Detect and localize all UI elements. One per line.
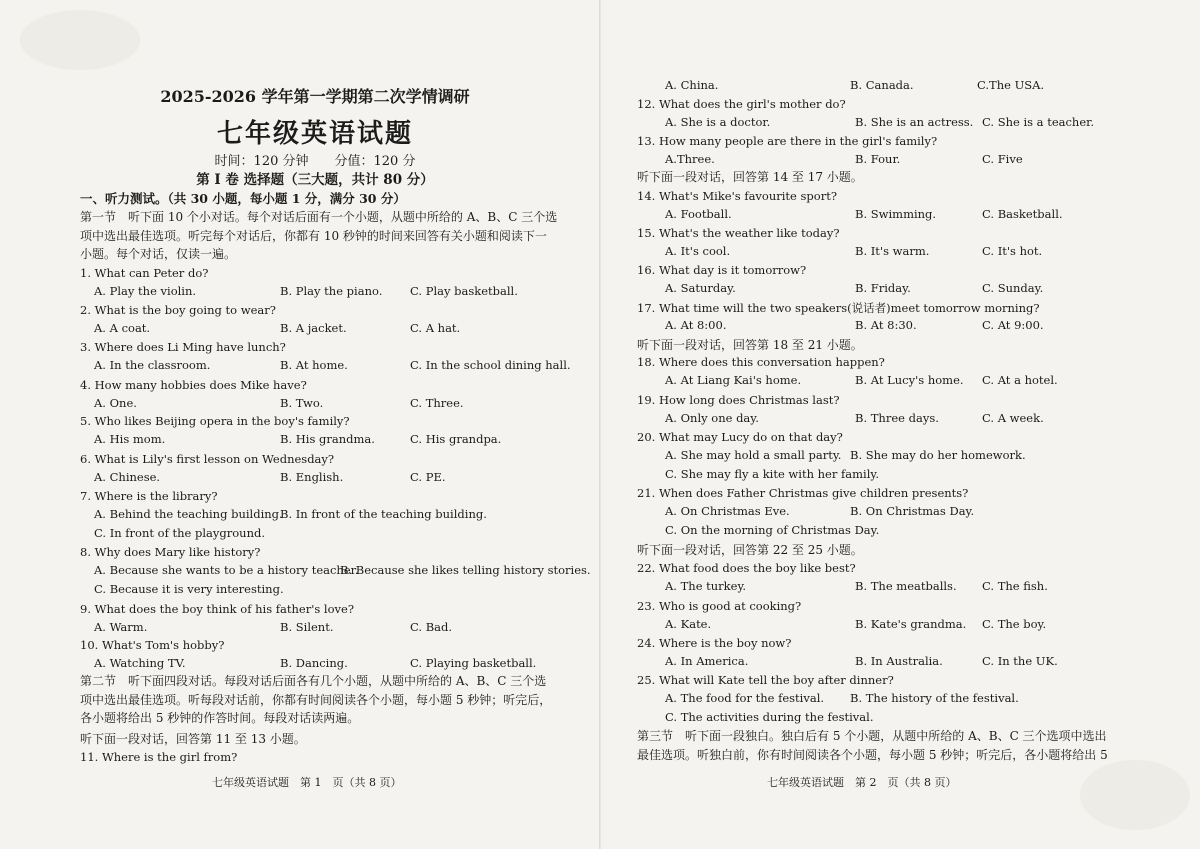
question-text: 21. When does Father Christmas give children presents? [637,486,969,500]
option-a[interactable]: A. Chinese. [94,470,161,484]
question-text: 2. What is the boy going to wear? [80,303,276,317]
option-a[interactable]: A. Only one day. [665,411,759,425]
option-c[interactable]: C. Sunday. [982,281,1044,295]
question-text: 12. What does the girl's mother do? [637,97,846,111]
option-c[interactable]: C. At a hotel. [982,373,1058,387]
option-a[interactable]: A. Saturday. [665,281,736,295]
section3-instructions [637,727,1107,764]
option-b[interactable]: B. The history of the festival. [850,691,1019,705]
option-b[interactable]: B. On Christmas Day. [850,504,975,518]
option-a[interactable]: A. It's cool. [665,244,731,258]
exam-page-2 [637,0,1122,849]
question-text: 19. How long does Christmas last? [637,393,840,407]
question-text: 20. What may Lucy do on that day? [637,430,843,444]
option-c[interactable]: C. A week. [982,411,1044,425]
option-a[interactable]: A. One. [94,396,137,410]
instruction-line: 第二节 听下面四段对话。每段对话后面各有几个小题，从题中所给的 A、B、C 三个选 [80,674,547,688]
option-b[interactable]: B. Friday. [855,281,911,295]
question-text: 5. Who likes Beijing opera in the boy's family? [80,414,350,428]
dialogue-intro: 听下面一段对话，回答第 22 至 25 小题。 [637,543,863,557]
option-b[interactable]: B. Play the piano. [280,284,383,298]
instruction-line: 各小题将给出 5 秒钟的作答时间。每段对话读两遍。 [80,711,360,726]
question-text: 10. What's Tom's hobby? [80,638,225,652]
exam-session-title: 2025-2026 学年第一学期第二次学情调研 [160,87,470,106]
question-text: 23. Who is good at cooking? [637,599,802,613]
question-text: 15. What's the weather like today? [637,226,840,240]
option-b[interactable]: B. English. [280,470,344,484]
option-c[interactable]: C. In the UK. [982,654,1058,668]
instruction-line: 项中选出最佳选项。听每段对话前，你都有时间阅读各个小题，每小题 5 秒钟；听完后， [80,692,552,707]
question-text: 8. Why does Mary like history? [80,545,261,559]
exam-score: 分值：120 分 [334,154,416,169]
option-a[interactable]: A. In the classroom. [94,358,211,372]
option-b[interactable]: B. Dancing. [280,656,348,670]
exam-subject-title: 七年级英语试题 [216,119,413,149]
option-c[interactable]: C. A hat. [410,321,461,335]
option-a[interactable]: A. The turkey. [665,579,747,593]
option-b[interactable]: B. In front of the teaching building. [280,507,487,521]
instruction-line: 第一节 听下面 10 个小对话。每个对话后面有一个小题，从题中所给的 A、B、C 三个选 [80,210,558,224]
option-c[interactable]: C. Play basketball. [410,284,518,298]
option-a[interactable]: A. Kate. [665,617,712,631]
option-a[interactable]: A. On Christmas Eve. [665,504,790,518]
option-c[interactable]: C. The boy. [982,617,1047,631]
option-a[interactable]: A. Because she wants to be a history teacher. [94,563,359,577]
option-c[interactable]: C. She may fly a kite with her family. [665,467,879,481]
option-b[interactable]: B. It's warm. [855,244,930,258]
option-c[interactable]: C. Bad. [410,620,453,634]
option-c[interactable]: C. PE. [410,470,446,484]
dialogue-intro: 听下面一段对话，回答第 14 至 17 小题。 [637,170,863,184]
option-c[interactable]: C. The fish. [982,579,1048,593]
section-title: 一、听力测试。（共 30 小题，每小题 1 分，满分 30 分） [80,191,406,206]
instruction-line: 项中选出最佳选项。听完每个对话后，你都有 10 秒钟的时间来回答有关小题和阅读下一 [80,228,547,243]
question-text: 14. What's Mike's favourite sport? [637,189,837,203]
option-c[interactable]: C. In front of the playground. [94,526,265,540]
part-title: 第 I 卷 选择题（三大题，共计 80 分） [196,172,434,188]
option-a[interactable]: A. Play the violin. [94,284,197,298]
question-text: 16. What day is it tomorrow? [637,263,807,277]
question-text: 25. What will Kate tell the boy after dinner? [637,673,894,687]
option-c[interactable]: C. It's hot. [982,244,1043,258]
question-text: 3. Where does Li Ming have lunch? [80,340,286,354]
dialogue-intro: 听下面一段对话，回答第 18 至 21 小题。 [637,338,863,352]
option-b[interactable]: B. At Lucy's home. [855,373,964,387]
dialogue-intro: 听下面一段对话，回答第 11 至 13 小题。 [80,732,306,746]
option-b[interactable]: B. She is an actress. [855,115,974,129]
option-b[interactable]: B. A jacket. [280,321,347,335]
question-text: 4. How many hobbies does Mike have? [80,378,307,392]
option-b[interactable]: B. Silent. [280,620,334,634]
option-c[interactable]: C. At 9:00. [982,318,1044,332]
option-a[interactable]: A.Three. [665,152,715,166]
exam-time: 时间：120 分钟 [214,154,309,169]
option-c: C.The USA. [977,78,1045,92]
page-fold-divider [599,0,601,849]
option-a[interactable]: A. Football. [665,207,732,221]
option-b[interactable]: B. At 8:30. [855,318,917,332]
section2-instructions [80,672,550,728]
option-a: A. China. [665,78,719,92]
instruction-line: 第三节 听下面一段独白。独白后有 5 个小题，从题中所给的 A、B、C 三个选项中选出 [637,729,1107,743]
exam-page-1 [80,0,591,849]
option-c[interactable]: C. Playing basketball. [410,656,537,670]
option-b[interactable]: B. His grandma. [280,432,375,446]
option-c[interactable]: C. In the school dining hall. [410,358,571,372]
option-c[interactable]: C. The activities during the festival. [665,710,874,724]
option-b[interactable]: B. Kate's grandma. [855,617,967,631]
instruction-line: 最佳选项。听独白前，你有时间阅读各个小题，每小题 5 秒钟；听完后，各小题将给出 5 [637,747,1108,762]
option-a[interactable]: A. She is a doctor. [665,115,771,129]
question-text: 1. What can Peter do? [80,266,209,280]
question-text: 6. What is Lily's first lesson on Wednesday? [80,452,335,466]
option-b[interactable]: B. Four. [855,152,901,166]
option-c[interactable]: C. Because it is very interesting. [94,582,284,596]
option-b[interactable]: B. Swimming. [855,207,937,221]
option-b[interactable]: B. At home. [280,358,348,372]
option-c[interactable]: C. On the morning of Christmas Day. [665,523,880,537]
option-c[interactable]: C. She is a teacher. [982,115,1095,129]
option-a[interactable]: A. His mom. [94,432,166,446]
page-footer: 七年级英语试题 第 2 页（共 8 页） [767,776,957,789]
option-b[interactable]: B. Two. [280,396,324,410]
option-a[interactable]: A. At Liang Kai's home. [665,373,802,387]
option-c[interactable]: C. His grandpa. [410,432,502,446]
option-b[interactable]: B. In Australia. [855,654,943,668]
question-text: 9. What does the boy think of his father's love? [80,602,355,616]
option-c[interactable]: C. Five [982,152,1023,166]
option-b: B. Canada. [850,78,914,92]
question-text: 22. What food does the boy like best? [637,561,856,575]
option-a[interactable]: A. Warm. [94,620,148,634]
option-c[interactable]: C. Basketball. [982,207,1063,221]
question-text: 17. What time will the two speakers(说话者)meet tomorrow morning? [637,301,1040,315]
option-a[interactable]: A. Behind the teaching building. [94,507,283,521]
option-a[interactable]: A. At 8:00. [665,318,727,332]
option-b[interactable]: B. Because she likes telling history stories. [340,563,591,577]
question-text: 24. Where is the boy now? [637,636,792,650]
option-c[interactable]: C. Three. [410,396,464,410]
option-a[interactable]: A. A coat. [94,321,151,335]
option-a[interactable]: A. Watching TV. [94,656,186,670]
instruction-line: 小题。每个对话，仅读一遍。 [80,247,237,262]
option-a[interactable]: A. The food for the festival. [665,691,825,705]
option-a[interactable]: A. She may hold a small party. [665,448,842,462]
question-11: 11. Where is the girl from? [80,750,238,764]
exam-meta [120,150,510,169]
section1-instructions [80,208,558,264]
question-text: 18. Where does this conversation happen? [637,355,885,369]
option-b[interactable]: B. Three days. [855,411,939,425]
option-a[interactable]: A. In America. [665,654,749,668]
option-b[interactable]: B. She may do her homework. [850,448,1026,462]
question-text: 13. How many people are there in the girl's family? [637,134,938,148]
question-text: 7. Where is the library? [80,489,218,503]
option-b[interactable]: B. The meatballs. [855,579,957,593]
page-footer: 七年级英语试题 第 1 页（共 8 页） [212,776,402,789]
